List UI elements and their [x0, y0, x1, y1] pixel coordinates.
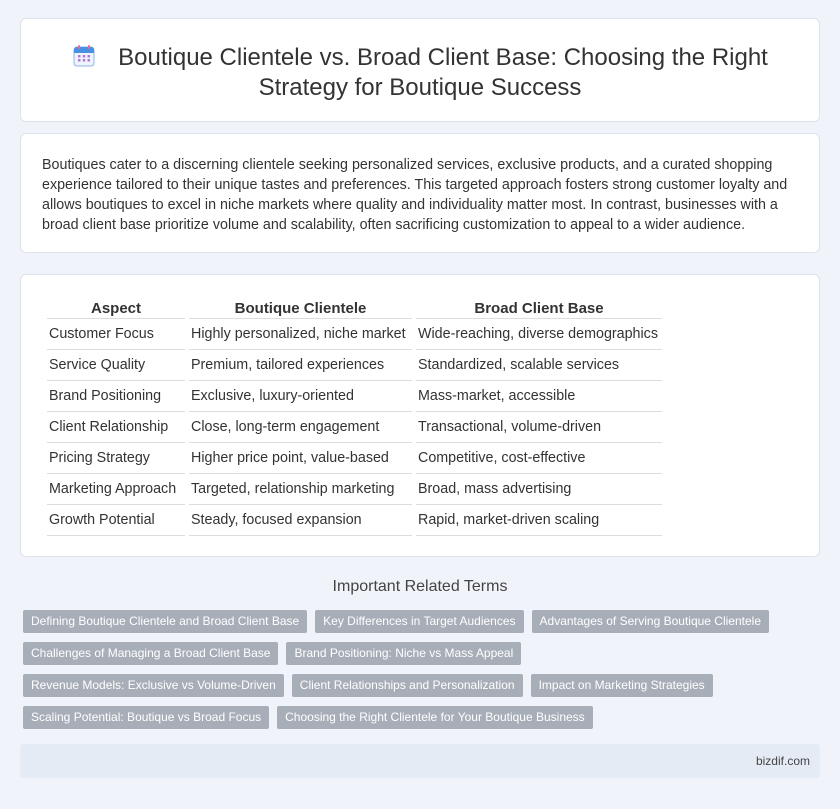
cell-boutique: Highly personalized, niche market	[189, 319, 412, 350]
cell-broad: Broad, mass advertising	[416, 474, 662, 505]
table-row	[47, 319, 662, 350]
cell-aspect: Brand Positioning	[47, 381, 185, 412]
page-title-text: Boutique Clientele vs. Broad Client Base: Choosing the Right Strategy for Boutique Success	[118, 44, 768, 101]
related-terms-heading: Important Related Terms	[332, 578, 508, 595]
cell-broad: Mass-market, accessible	[416, 381, 662, 412]
cell-broad: Standardized, scalable services	[416, 350, 662, 381]
related-term-tag[interactable]: Brand Positioning: Niche vs Mass Appeal	[286, 642, 521, 665]
cell-aspect: Marketing Approach	[47, 474, 185, 505]
related-term-tag[interactable]: Scaling Potential: Boutique vs Broad Focus	[23, 706, 269, 729]
related-term-tag[interactable]: Client Relationships and Personalization	[292, 674, 523, 697]
related-term-tag[interactable]: Key Differences in Target Audiences	[315, 610, 523, 633]
related-term-tag[interactable]: Advantages of Serving Boutique Clientele	[532, 610, 769, 633]
intro-paragraph: Boutiques cater to a discerning clientele seeking personalized services, exclusive products, and a curated shopping experience tailored to their unique tastes and preferences. This targeted approach fosters strong customer loyalty and allows boutiques to excel in niche markets where quality and individuality matter most. In contrast, businesses with a broad client base prioritize volume and scalability, often sacrificing customization to appeal to a wider audience.	[42, 157, 788, 233]
table-row	[47, 381, 662, 412]
cell-boutique: Premium, tailored experiences	[189, 350, 412, 381]
cell-broad: Transactional, volume-driven	[416, 412, 662, 443]
footer-site-link[interactable]: bizdif.com	[755, 754, 810, 768]
cell-boutique: Close, long-term engagement	[189, 412, 412, 443]
header-boutique-clientele: Boutique Clientele	[189, 297, 412, 319]
comparison-card	[20, 274, 820, 557]
cell-broad: Competitive, cost-effective	[416, 443, 662, 474]
table-row	[47, 412, 662, 443]
header-broad-client-base: Broad Client Base	[416, 297, 662, 319]
cell-aspect: Service Quality	[47, 350, 185, 381]
cell-boutique: Higher price point, value-based	[189, 443, 412, 474]
table-header-row	[47, 297, 662, 319]
header-card	[20, 18, 820, 122]
cell-aspect: Pricing Strategy	[47, 443, 185, 474]
comparison-table	[43, 297, 666, 536]
related-term-tag[interactable]: Choosing the Right Clientele for Your Boutique Business	[277, 706, 593, 729]
intro-card	[20, 133, 820, 253]
cell-boutique: Targeted, relationship marketing	[189, 474, 412, 505]
table-row	[47, 505, 662, 536]
footer-bar	[20, 744, 820, 778]
cell-aspect: Customer Focus	[47, 319, 185, 350]
related-term-tag[interactable]: Impact on Marketing Strategies	[531, 674, 713, 697]
table-row	[47, 474, 662, 505]
cell-boutique: Exclusive, luxury-oriented	[189, 381, 412, 412]
cell-aspect: Client Relationship	[47, 412, 185, 443]
cell-broad: Wide-reaching, diverse demographics	[416, 319, 662, 350]
related-term-tag[interactable]: Revenue Models: Exclusive vs Volume-Driven	[23, 674, 284, 697]
cell-broad: Rapid, market-driven scaling	[416, 505, 662, 536]
page-title	[21, 43, 819, 103]
calendar-icon	[72, 44, 96, 68]
related-term-tag[interactable]: Challenges of Managing a Broad Client Base	[23, 642, 278, 665]
cell-aspect: Growth Potential	[47, 505, 185, 536]
related-term-tag[interactable]: Defining Boutique Clientele and Broad Client Base	[23, 610, 307, 633]
table-row	[47, 350, 662, 381]
related-terms-list	[23, 610, 783, 729]
table-row	[47, 443, 662, 474]
cell-boutique: Steady, focused expansion	[189, 505, 412, 536]
header-aspect: Aspect	[47, 297, 185, 319]
